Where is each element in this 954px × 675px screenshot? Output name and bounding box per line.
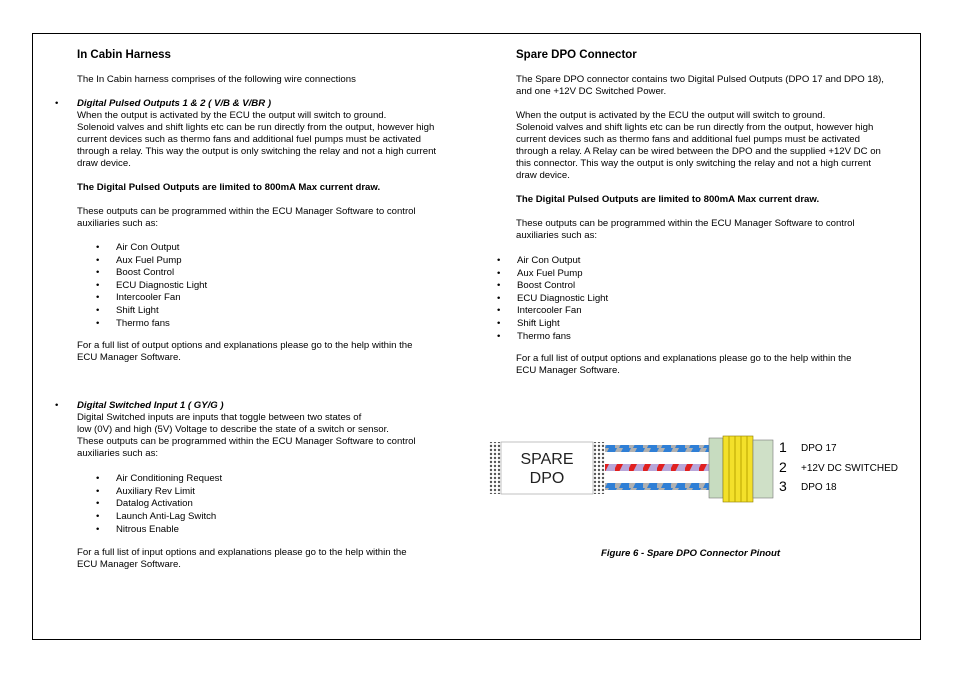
spare-dpo-line: Solenoid valves and shift lights etc can be run directly from the output, however high <box>516 122 874 133</box>
pin-2-number: 2 <box>779 459 787 475</box>
pin-2-name: +12V DC SWITCHED <box>801 463 898 474</box>
list-item: • Boost Control <box>96 267 175 279</box>
wire-dpo18 <box>605 483 709 490</box>
spare-dpo-footer: For a full list of output options and explanations please go to the help within the <box>516 353 852 365</box>
label-dpo: DPO <box>529 470 565 487</box>
spare-dpo-connector-diagram <box>489 432 921 504</box>
left-column <box>55 48 472 571</box>
section1-line: Solenoid valves and shift lights etc can be run directly from the output, however high <box>77 122 435 133</box>
section2-heading: Digital Switched Input 1 ( GY/G ) <box>77 400 224 412</box>
spare-dpo-footer: ECU Manager Software. <box>516 365 620 377</box>
pin-3-number: 3 <box>779 478 787 494</box>
list-item: • Auxiliary Rev Limit <box>96 485 195 497</box>
spare-dpo-title: Spare DPO Connector <box>516 49 637 61</box>
section2-line: Digital Switched inputs are inputs that toggle between two states of <box>77 412 362 424</box>
section2-line: low (0V) and high (5V) Voltage to describe the state of a switch or sensor. <box>77 424 389 436</box>
section1-footer: ECU Manager Software. <box>77 352 181 364</box>
pin-1-name: DPO 17 <box>801 443 837 454</box>
section1-limit: The Digital Pulsed Outputs are limited to 800mA Max current draw. <box>77 182 381 193</box>
list-item: • Aux Fuel Pump <box>497 267 583 279</box>
section2-line: auxiliaries such as: <box>77 448 159 460</box>
section1-footer: For a full list of output options and explanations please go to the help within the <box>77 340 413 352</box>
wire-12v <box>605 464 709 471</box>
spare-dpo-program: These outputs can be programmed within the ECU Manager Software to control <box>516 218 855 229</box>
connector-rear <box>709 438 723 498</box>
section1-program: auxiliaries such as: <box>77 218 159 229</box>
spare-dpo-intro: and one +12V DC Switched Power. <box>516 86 667 97</box>
list-item: • Thermo fans <box>497 330 571 342</box>
spare-dpo-line: draw device. <box>516 170 570 181</box>
braided-sleeve-left <box>489 442 501 494</box>
section2-line: These outputs can be programmed within the ECU Manager Software to control <box>77 436 416 448</box>
right-column <box>497 48 916 377</box>
wire-dpo17 <box>605 445 709 452</box>
figure-caption: Figure 6 - Spare DPO Connector Pinout <box>601 548 781 559</box>
spare-dpo-line: through a relay. A Relay can be wired between the DPO and the supplied +12V DC on <box>516 146 881 157</box>
in-cabin-title: In Cabin Harness <box>77 49 171 61</box>
spare-dpo-list <box>497 255 916 343</box>
list-item: • Boost Control <box>497 280 576 292</box>
section1-line: current devices such as thermo fans and additional fuel pumps must be activated <box>77 134 421 145</box>
section2-footer: ECU Manager Software. <box>77 559 181 571</box>
list-item: • Nitrous Enable <box>96 523 179 535</box>
list-item: • Thermo fans <box>96 317 170 329</box>
list-item: • Aux Fuel Pump <box>96 254 182 266</box>
list-item: • Datalog Activation <box>96 498 193 510</box>
list-item: • Intercooler Fan <box>96 292 181 304</box>
connector-front <box>753 440 773 498</box>
section1-line: through a relay. This way the output is only switching the relay and not a high current <box>77 146 437 157</box>
section1-heading-row <box>55 98 472 110</box>
spare-dpo-line: When the output is activated by the ECU the output will switch to ground. <box>516 110 826 121</box>
spare-dpo-limit: The Digital Pulsed Outputs are limited to 800mA Max current draw. <box>516 194 820 205</box>
spare-dpo-line: this connector. This way the output is only switching the relay and not a high current <box>516 158 871 169</box>
spare-dpo-intro: The Spare DPO connector contains two Digital Pulsed Outputs (DPO 17 and DPO 18), <box>516 74 884 85</box>
section1-program: These outputs can be programmed within the ECU Manager Software to control <box>77 206 416 217</box>
section2-footer: For a full list of input options and explanations please go to the help within the <box>77 547 407 559</box>
pin-3-name: DPO 18 <box>801 482 837 493</box>
section2-list <box>77 473 472 536</box>
list-item: • ECU Diagnostic Light <box>497 292 609 304</box>
pin-1-number: 1 <box>779 439 787 455</box>
list-item: • Shift Light <box>497 317 560 329</box>
list-item: • Air Con Output <box>96 242 180 253</box>
list-item: • ECU Diagnostic Light <box>96 279 208 291</box>
list-item: • Air Con Output <box>497 255 581 266</box>
list-item: • Intercooler Fan <box>497 305 582 317</box>
spare-dpo-program: auxiliaries such as: <box>516 230 598 241</box>
braided-sleeve-right <box>593 442 605 494</box>
spare-dpo-line: current devices such as thermo fans and additional fuel pumps must be activated <box>516 134 860 145</box>
bullet-icon: • <box>55 400 59 412</box>
section2-heading-row <box>55 400 472 412</box>
label-spare: SPARE <box>520 451 574 468</box>
list-item: • Launch Anti-Lag Switch <box>96 510 217 522</box>
list-item: • Shift Light <box>96 304 159 316</box>
section1-heading: Digital Pulsed Outputs 1 & 2 ( V/B & V/BR ) <box>77 98 272 109</box>
connector-seal <box>723 436 753 502</box>
section1-line: When the output is activated by the ECU the output will switch to ground. <box>77 110 387 121</box>
bullet-icon: • <box>55 98 59 109</box>
in-cabin-intro: The In Cabin harness comprises of the following wire connections <box>77 74 356 85</box>
section1-list <box>77 242 472 330</box>
list-item: • Air Conditioning Request <box>96 473 223 485</box>
section1-line: draw device. <box>77 158 131 169</box>
